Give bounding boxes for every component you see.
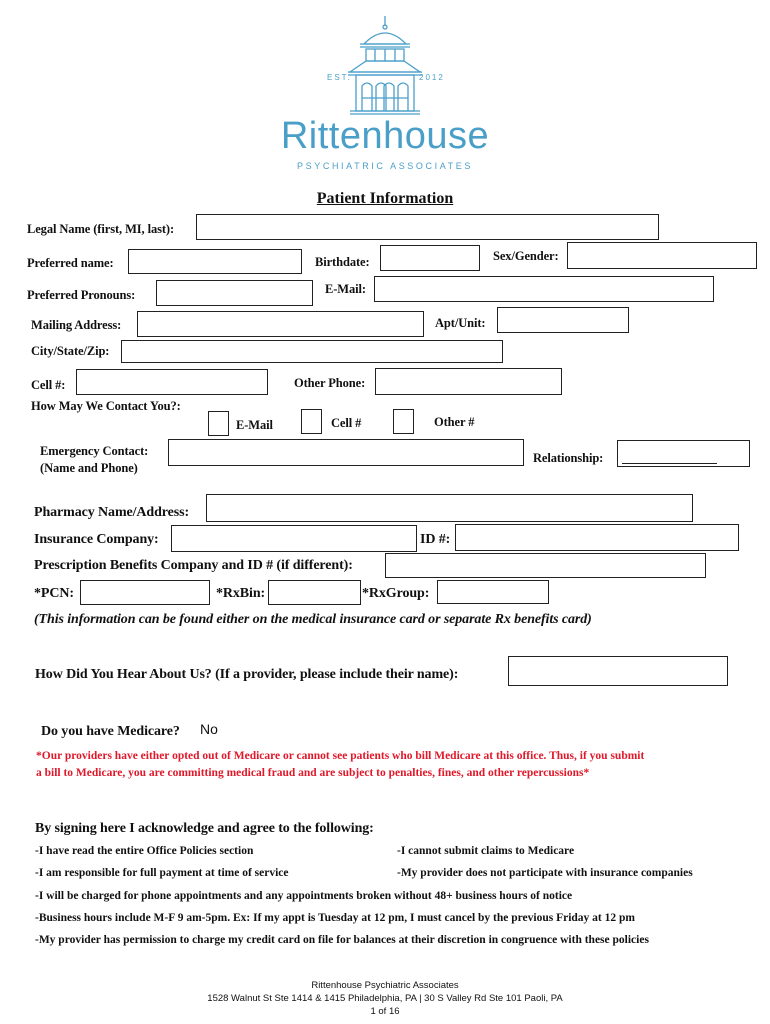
page-title: Patient Information [316, 190, 454, 207]
apt-unit-field[interactable] [497, 307, 629, 333]
pcn-field[interactable] [80, 580, 210, 605]
other-checkbox[interactable] [393, 409, 414, 434]
medicare-warning-line-2: a bill to Medicare, you are committing medical fraud and are subject to penalties, fines, and other repercussions* [36, 767, 590, 779]
insurance-company-field[interactable] [171, 525, 417, 552]
est-left: EST. [327, 73, 352, 82]
acknowledge-item-2: -I cannot submit claims to Medicare [397, 845, 575, 857]
insurance-info-note: (This information can be found either on the medical insurance card or separate Rx benefits card) [34, 612, 592, 627]
logo [320, 14, 450, 126]
email-checkbox[interactable] [208, 411, 229, 436]
cell-checkbox[interactable] [301, 409, 322, 434]
mailing-address-label: Mailing Address: [31, 318, 122, 332]
logo-name: Rittenhouse [280, 115, 490, 157]
footer-address: 1528 Walnut St Ste 1414 & 1415 Philadelphia, PA | 30 S Valley Rd Ste 101 Paoli, PA [207, 993, 563, 1004]
acknowledge-item-3: -I am responsible for full payment at time of service [35, 867, 289, 879]
contact-method-label: How May We Contact You?: [31, 399, 181, 413]
email-label: E-Mail: [325, 282, 366, 296]
preferred-pronouns-field[interactable] [156, 280, 313, 306]
cell-option-label: Cell # [331, 416, 362, 430]
footer-company: Rittenhouse Psychiatric Associates [311, 980, 459, 991]
pharmacy-field[interactable] [206, 494, 693, 522]
insurance-id-field[interactable] [455, 524, 739, 551]
mailing-address-field[interactable] [137, 311, 424, 337]
city-state-zip-field[interactable] [121, 340, 503, 363]
rxgroup-label: *RxGroup: [362, 586, 430, 601]
sex-gender-label: Sex/Gender: [493, 249, 559, 263]
cell-field[interactable] [76, 369, 268, 395]
emergency-contact-label: Emergency Contact: [40, 444, 149, 458]
rx-benefits-field[interactable] [385, 553, 706, 578]
email-field[interactable] [374, 276, 714, 302]
legal-name-field[interactable] [196, 214, 659, 240]
insurance-company-label: Insurance Company: [34, 532, 159, 547]
acknowledge-item-1: -I have read the entire Office Policies section [35, 845, 254, 857]
emergency-contact-field[interactable] [168, 439, 524, 466]
pcn-label: *PCN: [34, 586, 74, 601]
legal-name-label: Legal Name (first, MI, last): [27, 222, 175, 236]
acknowledge-item-4: -My provider does not participate with insurance companies [397, 867, 693, 879]
preferred-name-label: Preferred name: [27, 256, 114, 270]
sex-gender-field[interactable] [567, 242, 757, 269]
birthdate-field[interactable] [380, 245, 480, 271]
cell-label: Cell #: [31, 378, 66, 392]
other-option-label: Other # [434, 415, 475, 429]
est-right: 2012 [419, 73, 445, 82]
emergency-contact-sublabel: (Name and Phone) [40, 461, 138, 475]
acknowledge-heading: By signing here I acknowledge and agree to the following: [35, 821, 374, 836]
rxbin-field[interactable] [268, 580, 361, 605]
acknowledge-item-5: -I will be charged for phone appointments and any appointments broken without 48+ business hours of notice [35, 890, 573, 902]
insurance-id-label: ID #: [420, 532, 451, 547]
gazebo-logo-icon [320, 14, 450, 126]
medicare-answer[interactable]: No [200, 721, 218, 737]
hear-about-field[interactable] [508, 656, 728, 686]
email-option-label: E-Mail [236, 418, 273, 432]
rxbin-label: *RxBin: [216, 586, 266, 601]
acknowledge-item-7: -My provider has permission to charge my credit card on file for balances at their discretion in congruence with these policies [35, 934, 649, 946]
preferred-pronouns-label: Preferred Pronouns: [27, 288, 136, 302]
other-phone-field[interactable] [375, 368, 562, 395]
preferred-name-field[interactable] [128, 249, 302, 274]
footer-page-number: 1 of 16 [370, 1006, 400, 1017]
medicare-warning-line-1: *Our providers have either opted out of Medicare or cannot see patients who bill Medicare at this office. Thus, if you submit [36, 750, 645, 762]
rxgroup-field[interactable] [437, 580, 549, 604]
medicare-label: Do you have Medicare? [41, 724, 180, 739]
rx-benefits-label: Prescription Benefits Company and ID # (if different): [34, 558, 353, 573]
hear-about-label: How Did You Hear About Us? (If a provider, please include their name): [35, 667, 459, 682]
city-state-zip-label: City/State/Zip: [31, 344, 110, 358]
relationship-label: Relationship: [533, 451, 604, 465]
birthdate-label: Birthdate: [315, 255, 370, 269]
other-phone-label: Other Phone: [294, 376, 366, 390]
acknowledge-item-6: -Business hours include M-F 9 am-5pm. Ex: If my appt is Tuesday at 12 pm, I must cancel by the previous Friday at 12 pm [35, 912, 635, 924]
apt-unit-label: Apt/Unit: [435, 316, 486, 330]
logo-subtitle: PSYCHIATRIC ASSOCIATES [297, 161, 473, 171]
relationship-underline [622, 463, 717, 464]
pharmacy-label: Pharmacy Name/Address: [34, 505, 190, 520]
